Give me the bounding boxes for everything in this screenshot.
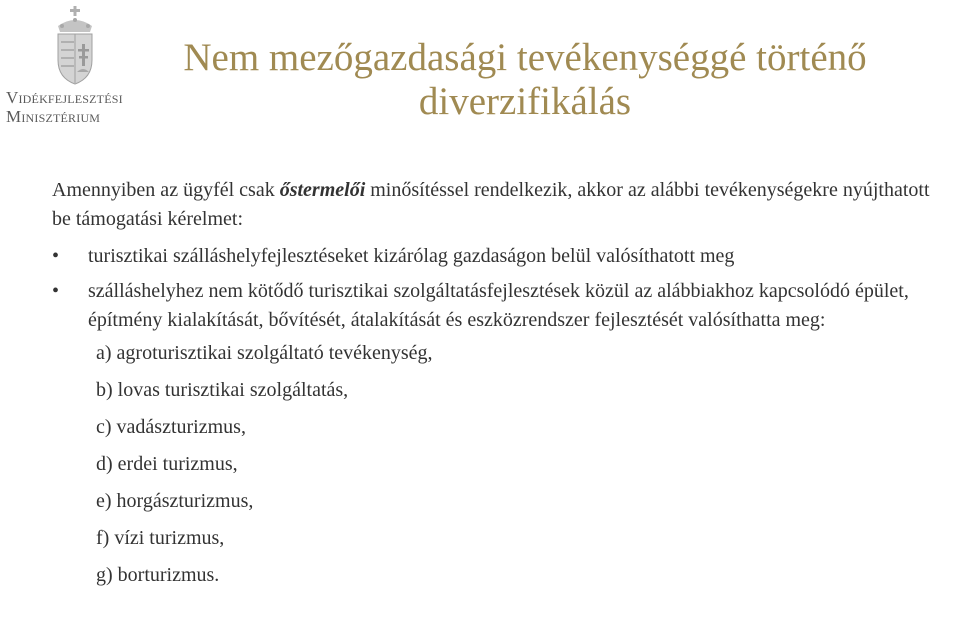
slide-title-line2: diverzifikálás xyxy=(418,80,632,123)
sub-list-item: c) vadászturizmus, xyxy=(96,416,246,438)
bullet-text: szálláshelyhez nem kötődő turisztikai szolgáltatásfejlesztések közül az alábbiakhoz kapcsolódó épület, építmény kialakítását, bővítését, átalakítását és eszközrendszer fejlesztését valósíthatta meg: xyxy=(88,280,909,331)
sub-list-item: d) erdei turizmus, xyxy=(96,453,238,475)
intro-emphasis: őstermelői xyxy=(279,179,366,201)
bullet-item xyxy=(52,277,952,590)
slide-body xyxy=(52,176,952,598)
slide-title xyxy=(100,36,950,124)
sub-list xyxy=(88,339,952,590)
intro-text-before: Amennyiben az ügyfél csak xyxy=(52,179,280,201)
intro-paragraph xyxy=(52,176,952,234)
coat-of-arms-icon xyxy=(52,4,98,86)
sub-list-item: f) vízi turizmus, xyxy=(96,527,225,549)
bullet-list xyxy=(52,242,952,590)
bullet-item xyxy=(52,242,952,271)
bullet-marker: • xyxy=(52,245,60,267)
sub-list-item: e) horgászturizmus, xyxy=(96,490,254,512)
sub-list-item: b) lovas turisztikai szolgáltatás, xyxy=(96,379,349,401)
sub-list-item: a) agroturisztikai szolgáltató tevékenység, xyxy=(96,342,433,364)
intro-text-after: minősítéssel rendelkezik, akkor az alábbi tevékenységekre nyújthatott be támogatási kérelmet: xyxy=(52,179,930,230)
slide-title-line1: Nem mezőgazdasági tevékenységgé történő xyxy=(183,36,867,79)
ministry-name-line1: Vidékfejlesztési xyxy=(6,88,123,107)
sub-list-item: g) borturizmus. xyxy=(96,564,220,586)
bullet-text: turisztikai szálláshelyfejlesztéseket kizárólag gazdaságon belül valósíthatott meg xyxy=(88,245,735,267)
bullet-marker: • xyxy=(52,280,60,302)
ministry-name-line2: Minisztérium xyxy=(6,107,101,126)
